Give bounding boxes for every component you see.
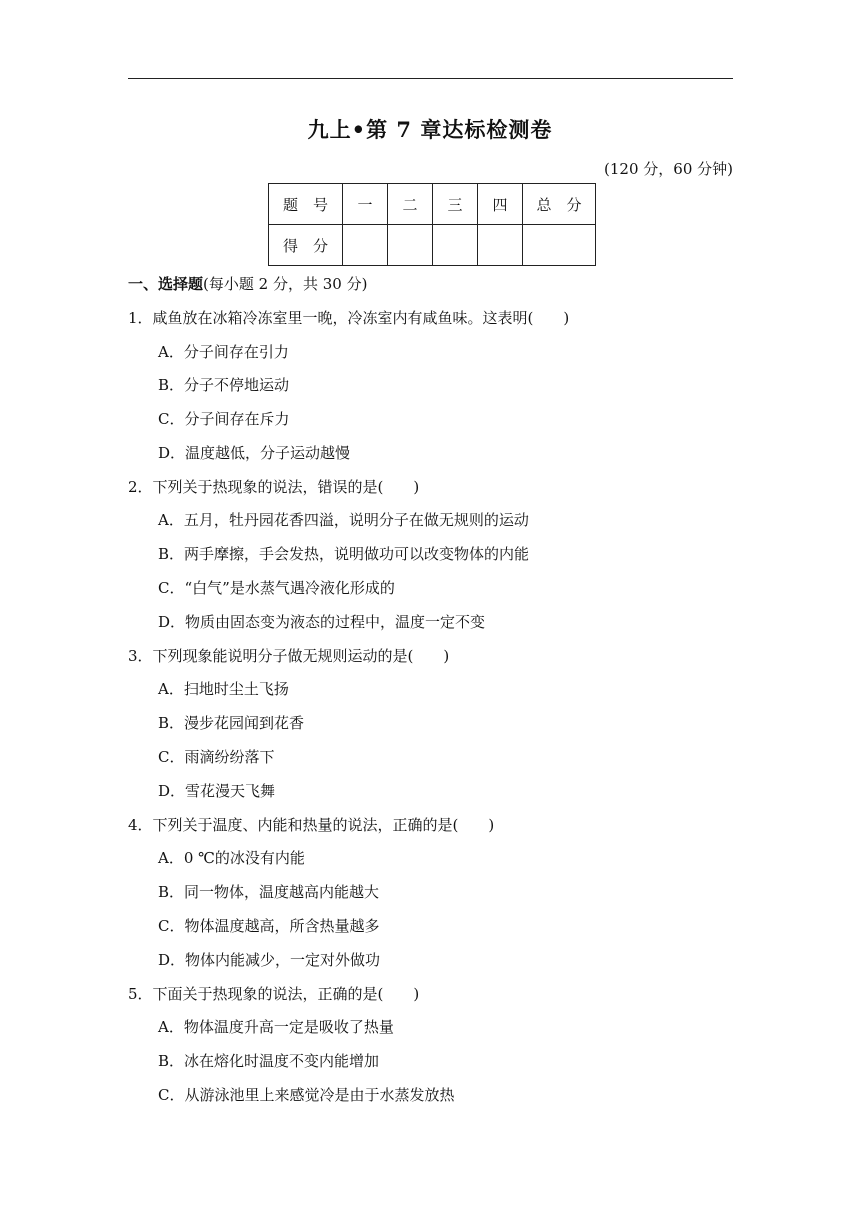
question-option: D．物质由固态变为液态的过程中，温度一定不变: [158, 613, 486, 631]
question-stem: 2．下列关于热现象的说法，错误的是( ): [128, 478, 420, 496]
score-cell[interactable]: [433, 225, 478, 266]
question-stem: 4．下列关于温度、内能和热量的说法，正确的是( ): [128, 816, 495, 834]
question-stem: 3．下列现象能说明分子做无规则运动的是( ): [128, 647, 450, 665]
question-option: C．分子间存在斥力: [158, 410, 290, 428]
score-time-info: (120 分，60 分钟): [604, 160, 733, 178]
score-cell[interactable]: [388, 225, 433, 266]
question-option: B．分子不停地运动: [158, 376, 290, 394]
question-option: D．雪花漫天飞舞: [158, 782, 276, 800]
question-option: A．0 ℃的冰没有内能: [158, 849, 305, 867]
question-option: A．五月，牡丹园花香四溢，说明分子在做无规则的运动: [158, 511, 529, 529]
score-cell[interactable]: [343, 225, 388, 266]
question-stem: 1．咸鱼放在冰箱冷冻室里一晚，冷冻室内有咸鱼味。这表明( ): [128, 309, 570, 327]
question-option: B．漫步花园闻到花香: [158, 714, 305, 732]
section-title: 一、选择题: [128, 275, 204, 293]
question-option: C．雨滴纷纷落下: [158, 748, 275, 766]
score-table-header-cell: 二: [388, 184, 433, 225]
question-option: B．同一物体，温度越高内能越大: [158, 883, 380, 901]
question-option: B．冰在熔化时温度不变内能增加: [158, 1052, 380, 1070]
score-cell-total[interactable]: [523, 225, 596, 266]
question-option: D．温度越低，分子运动越慢: [158, 444, 351, 462]
score-table-header-row: [269, 184, 596, 225]
score-table-header-cell: 四: [478, 184, 523, 225]
score-table-header-label: 题 号: [269, 184, 343, 225]
score-cell[interactable]: [478, 225, 523, 266]
score-table-score-label: 得 分: [269, 225, 343, 266]
score-table-header-cell: 三: [433, 184, 478, 225]
section-note: (每小题 2 分，共 30 分): [203, 275, 368, 293]
question-option: A．分子间存在引力: [158, 343, 289, 361]
page-title: 九上•第 7 章达标检测卷: [307, 117, 553, 142]
question-option: D．物体内能减少，一定对外做功: [158, 951, 381, 969]
score-table-header-cell: 一: [343, 184, 388, 225]
question-option: C．“白气”是水蒸气遇冷液化形成的: [158, 579, 395, 597]
question-option: A．扫地时尘土飞扬: [158, 680, 289, 698]
score-table-score-row: [269, 225, 596, 266]
question-option: A．物体温度升高一定是吸收了热量: [158, 1018, 394, 1036]
question-option: C．物体温度越高，所含热量越多: [158, 917, 380, 935]
question-option: C．从游泳池里上来感觉冷是由于水蒸发放热: [158, 1086, 455, 1104]
section-heading: [128, 274, 367, 294]
score-table: [268, 183, 596, 266]
header-rule: [128, 78, 733, 79]
score-table-header-total: 总 分: [523, 184, 596, 225]
question-option: B．两手摩擦，手会发热，说明做功可以改变物体的内能: [158, 545, 530, 563]
question-stem: 5．下面关于热现象的说法，正确的是( ): [128, 985, 420, 1003]
